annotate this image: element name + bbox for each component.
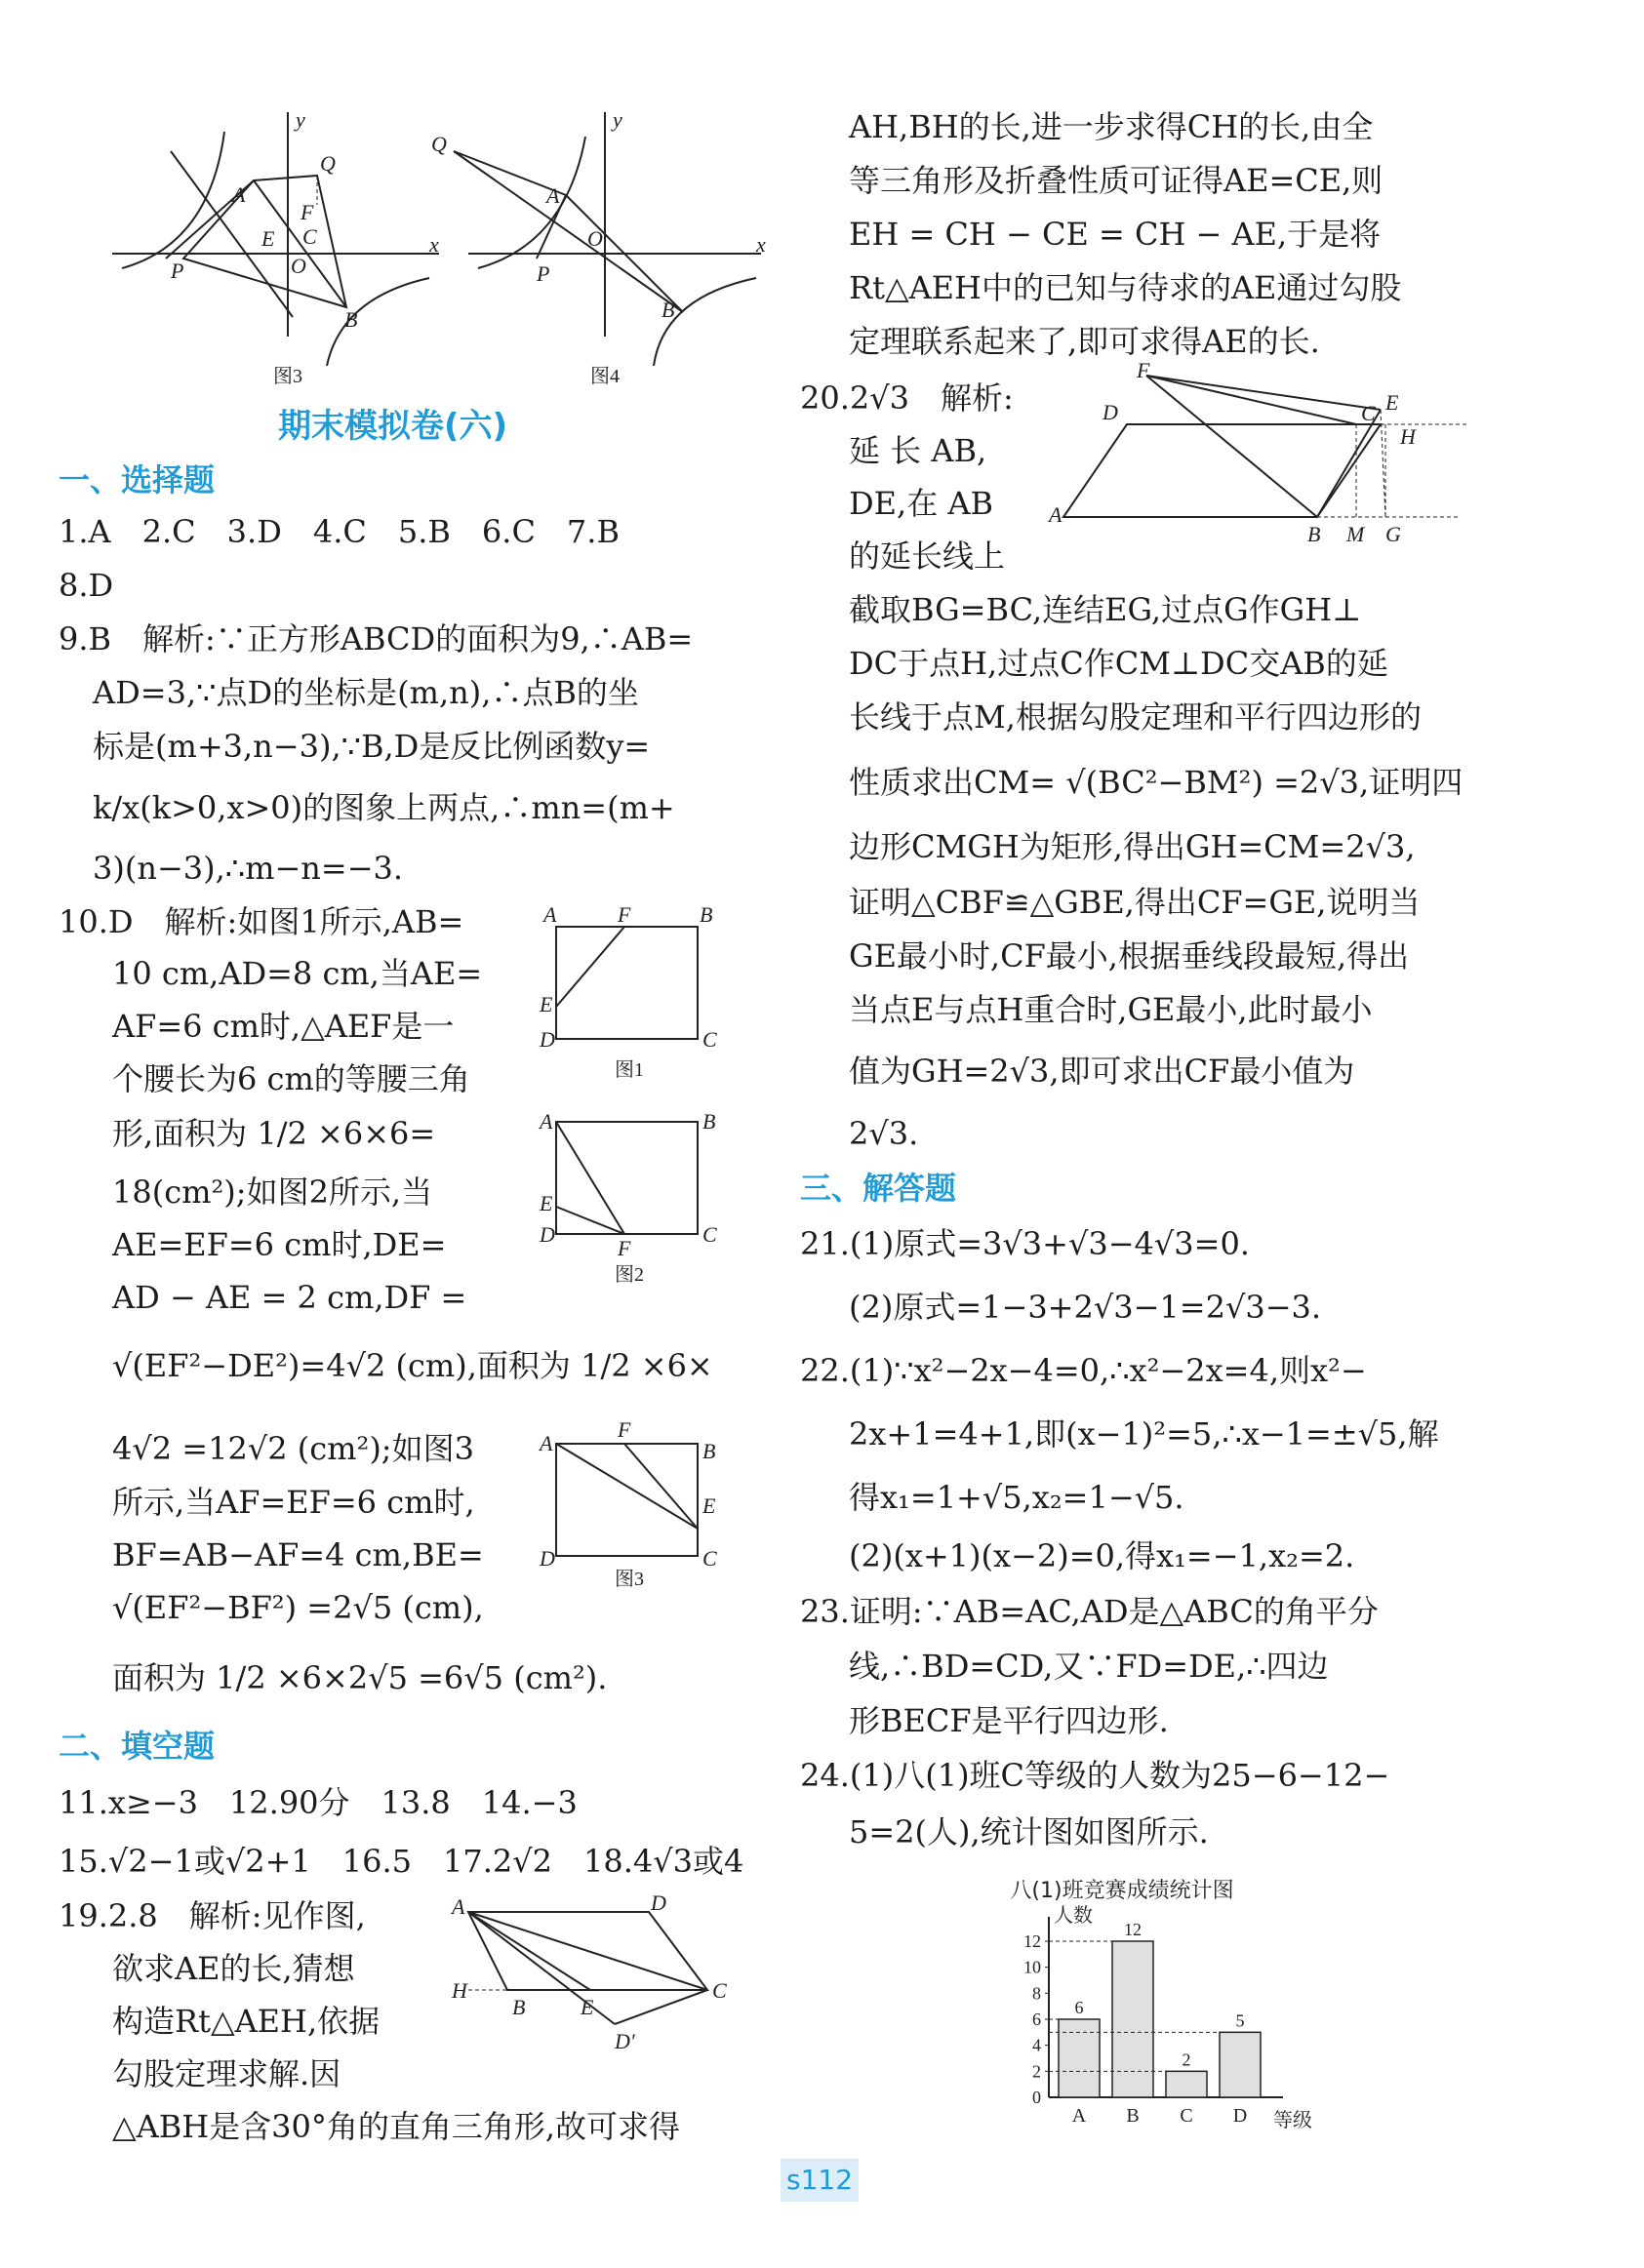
svg-text:y: y (613, 107, 622, 132)
answer-line: 欲求AE的长,猜想 (112, 1950, 355, 1987)
answer-line: 5=2(人),统计图如图所示. (849, 1813, 1209, 1850)
svg-text:C: C (712, 1978, 727, 2003)
bar-chart (995, 1878, 1312, 2131)
q10-figure-2-caption: 图2 (615, 1264, 644, 1286)
answer-line: DE,在 AB (849, 485, 993, 522)
x-tick-label: C (1180, 2105, 1193, 2127)
svg-text:G: G (1385, 522, 1401, 546)
hyperbola-figures (107, 107, 771, 390)
answer-line: 9.B 解析:∵正方形ABCD的面积为9,∴AB= (59, 620, 694, 657)
svg-text:A: A (540, 1431, 553, 1455)
svg-text:O: O (291, 254, 306, 278)
answer-line: k/x(k>0,x>0)的图象上两点,∴mn=(m+ (93, 789, 675, 826)
svg-text:C: C (702, 1027, 717, 1052)
answer-line: 截取BG=BC,连结EG,过点G作GH⊥ (849, 591, 1362, 628)
answer-line: 构造Rt△AEH,依据 (112, 2003, 381, 2040)
answer-line: 2x+1=4+1,即(x−1)²=5,∴x−1=±√5,解 (849, 1415, 1439, 1452)
answer-line: 的延长线上 (849, 537, 1006, 575)
svg-text:D′: D′ (615, 2029, 635, 2053)
heading-choice: 一、选择题 (59, 461, 216, 498)
bar-A (1059, 2019, 1100, 2097)
svg-text:E: E (540, 992, 553, 1016)
svg-text:F: F (301, 200, 314, 224)
answer-line: 15.√2−1或√2+1 16.5 17.2√2 18.4√3或4 (59, 1843, 744, 1880)
svg-text:Q: Q (320, 151, 336, 176)
answer-line: AF=6 cm时,△AEF是一 (112, 1008, 455, 1045)
answer-line: 23.证明:∵AB=AC,AD是△ABC的角平分 (800, 1593, 1379, 1630)
q10-figure-2 (538, 1109, 717, 1286)
answer-line: 11.x≥−3 12.90分 13.8 14.−3 (59, 1784, 578, 1821)
answer-line: √(EF²−DE²)=4√2 (cm),面积为 1/2 ×6× (112, 1347, 713, 1384)
answer-line: 24.(1)八(1)班C等级的人数为25−6−12− (800, 1757, 1390, 1794)
svg-text:E: E (581, 1995, 594, 2019)
answer-line: 个腰长为6 cm的等腰三角 (112, 1060, 470, 1097)
answer-line: 性质求出CM= √(BC²−BM²) =2√3,证明四 (849, 764, 1464, 801)
svg-text:E: E (540, 1191, 553, 1215)
answer-line: AD=3,∵点D的坐标是(m,n),∴点B的坐 (93, 674, 639, 711)
answer-line: 21.(1)原式=3√3+√3−4√3=0. (800, 1225, 1250, 1262)
answer-line: 延 长 AB, (849, 432, 987, 469)
answer-line: 得x₁=1+√5,x₂=1−√5. (849, 1479, 1184, 1516)
page-number: s112 (781, 2159, 859, 2202)
svg-text:H: H (1400, 424, 1416, 449)
answer-line: √(EF²−BF²) =2√5 (cm), (112, 1589, 484, 1626)
answer-line: 面积为 1/2 ×6×2√5 =6√5 (cm²). (112, 1659, 608, 1696)
svg-text:C: C (702, 1222, 717, 1247)
svg-text:B: B (512, 1995, 526, 2019)
answer-line: BF=AB−AF=4 cm,BE= (112, 1536, 484, 1573)
y-tick-label: 4 (1032, 2035, 1041, 2055)
svg-text:C: C (702, 1546, 717, 1571)
svg-text:B: B (702, 1109, 716, 1134)
q19-figure (444, 1892, 737, 2068)
y-tick-label: 12 (1023, 1931, 1041, 1951)
svg-text:Q: Q (431, 132, 447, 156)
answer-line: 3)(n−3),∴m−n=−3. (93, 850, 404, 887)
section-title: 期末模拟卷(六) (278, 407, 508, 446)
svg-text:B: B (702, 1439, 716, 1463)
svg-text:O: O (587, 226, 603, 251)
bar-C (1166, 2071, 1207, 2097)
figure-4-caption: 图4 (590, 366, 620, 387)
answer-line: 标是(m+3,n−3),∵B,D是反比例函数y= (93, 728, 651, 765)
svg-text:B: B (700, 902, 713, 927)
svg-text:E: E (702, 1493, 716, 1518)
svg-text:H: H (452, 1978, 467, 2003)
answer-line: AH,BH的长,进一步求得CH的长,由全 (849, 108, 1374, 145)
answer-line: 10 cm,AD=8 cm,当AE= (112, 955, 483, 992)
figure-4 (431, 107, 766, 387)
answer-line: 4√2 =12√2 (cm²);如图3 (112, 1430, 474, 1467)
svg-text:F: F (1137, 358, 1150, 382)
svg-text:M: M (1346, 522, 1365, 546)
svg-text:D: D (651, 1890, 666, 1915)
x-axis-label: 等级 (1273, 2110, 1312, 2131)
figure-3 (112, 107, 439, 387)
x-tick-label: D (1232, 2105, 1248, 2127)
answer-line: 1.A 2.C 3.D 4.C 5.B 6.C 7.B (59, 513, 620, 550)
svg-text:C: C (302, 224, 317, 249)
q20-figure (1049, 358, 1468, 551)
svg-text:P: P (171, 259, 184, 283)
answer-line: 19.2.8 解析:见作图, (59, 1897, 366, 1934)
answer-line: 20.2√3 解析: (800, 379, 1014, 417)
svg-text:D: D (540, 1546, 555, 1571)
answer-line: 18(cm²);如图2所示,当 (112, 1174, 433, 1211)
answer-line: 边形CMGH为矩形,得出GH=CM=2√3, (849, 828, 1416, 865)
answer-line: 2√3. (849, 1115, 919, 1152)
heading-answer: 三、解答题 (800, 1170, 957, 1207)
figure-3-caption: 图3 (273, 366, 302, 387)
y-tick-label: 0 (1032, 2088, 1041, 2107)
svg-text:A: A (540, 1109, 553, 1134)
svg-text:E: E (1385, 390, 1399, 415)
bar-value-label: 6 (1074, 1998, 1084, 2017)
svg-text:D: D (540, 1222, 555, 1247)
answer-line: 形BECF是平行四边形. (849, 1702, 1169, 1739)
bar-value-label: 12 (1124, 1920, 1142, 1939)
answer-line: △ABH是含30°角的直角三角形,故可求得 (112, 2108, 681, 2145)
svg-text:B: B (1307, 522, 1321, 546)
answer-line: 证明△CBF≌△GBE,得出CF=GE,说明当 (849, 884, 1421, 921)
svg-text:D: D (540, 1027, 555, 1052)
answer-line: 定理联系起来了,即可求得AE的长. (849, 323, 1320, 360)
x-tick-label: A (1071, 2105, 1087, 2127)
answer-line: Rt△AEH中的已知与待求的AE通过勾股 (849, 269, 1402, 306)
svg-text:F: F (618, 1236, 631, 1260)
answer-line: 值为GH=2√3,即可求出CF最小值为 (849, 1053, 1355, 1090)
svg-text:A: A (452, 1894, 465, 1919)
chart-title: 八(1)班竞赛成绩统计图 (1010, 1879, 1234, 1903)
svg-text:F: F (618, 902, 631, 927)
answer-line: DC于点H,过点C作CM⊥DC交AB的延 (849, 645, 1388, 682)
q10-figure-3-caption: 图3 (615, 1569, 644, 1590)
svg-text:B: B (662, 298, 675, 322)
y-tick-label: 2 (1032, 2061, 1041, 2082)
answer-line: 8.D (59, 567, 114, 604)
y-axis-label: 人数 (1054, 1905, 1093, 1927)
q10-figure-1-caption: 图1 (615, 1059, 644, 1081)
answer-line: 所示,当AF=EF=6 cm时, (112, 1484, 475, 1521)
answer-line: 形,面积为 1/2 ×6×6= (112, 1115, 436, 1152)
svg-text:A: A (546, 183, 560, 208)
answer-line: (2)原式=1−3+2√3−1=2√3−3. (849, 1289, 1322, 1326)
svg-text:B: B (344, 307, 358, 332)
bar-value-label: 2 (1182, 2049, 1191, 2070)
svg-text:A: A (232, 182, 246, 207)
svg-text:F: F (618, 1417, 631, 1442)
answer-line: AE=EF=6 cm时,DE= (112, 1226, 447, 1263)
svg-text:x: x (429, 232, 439, 257)
answer-line: 等三角形及折叠性质可证得AE=CE,则 (849, 162, 1383, 199)
svg-text:A: A (1049, 502, 1063, 527)
answer-line: 22.(1)∵x²−2x−4=0,∴x²−2x=4,则x²− (800, 1352, 1367, 1389)
q10-figure-1 (539, 902, 717, 1081)
answer-line: EH = CH − CE = CH − AE,于是将 (849, 216, 1382, 253)
q10-figures (522, 902, 746, 1590)
bar-value-label: 5 (1235, 2010, 1245, 2031)
svg-text:D: D (1103, 400, 1118, 424)
bar-D (1220, 2032, 1261, 2097)
svg-text:P: P (537, 261, 550, 286)
q10-figure-3 (538, 1417, 717, 1590)
svg-text:A: A (543, 902, 557, 927)
answer-line: 线,∴BD=CD,又∵FD=DE,∴四边 (849, 1648, 1329, 1685)
answer-line: 勾股定理求解.因 (112, 2055, 341, 2092)
svg-text:E: E (261, 226, 275, 251)
answer-line: 长线于点M,根据勾股定理和平行四边形的 (849, 698, 1422, 736)
y-tick-label: 8 (1032, 1983, 1041, 2004)
bar-B (1112, 1941, 1153, 2097)
y-tick-label: 6 (1032, 2009, 1041, 2029)
answer-line: (2)(x+1)(x−2)=0,得x₁=−1,x₂=2. (849, 1537, 1355, 1574)
y-tick-label: 10 (1023, 1957, 1041, 1977)
answer-line: 10.D 解析:如图1所示,AB= (59, 903, 464, 940)
x-tick-label: B (1126, 2105, 1140, 2127)
svg-text:x: x (756, 232, 766, 257)
svg-text:C: C (1361, 401, 1376, 425)
answer-line: 当点E与点H重合时,GE最小,此时最小 (849, 991, 1373, 1028)
svg-text:y: y (296, 107, 305, 132)
heading-fill: 二、填空题 (59, 1728, 216, 1765)
answer-line: AD − AE = 2 cm,DF = (112, 1279, 467, 1316)
answer-line: GE最小时,CF最小,根据垂线段最短,得出 (849, 937, 1410, 975)
